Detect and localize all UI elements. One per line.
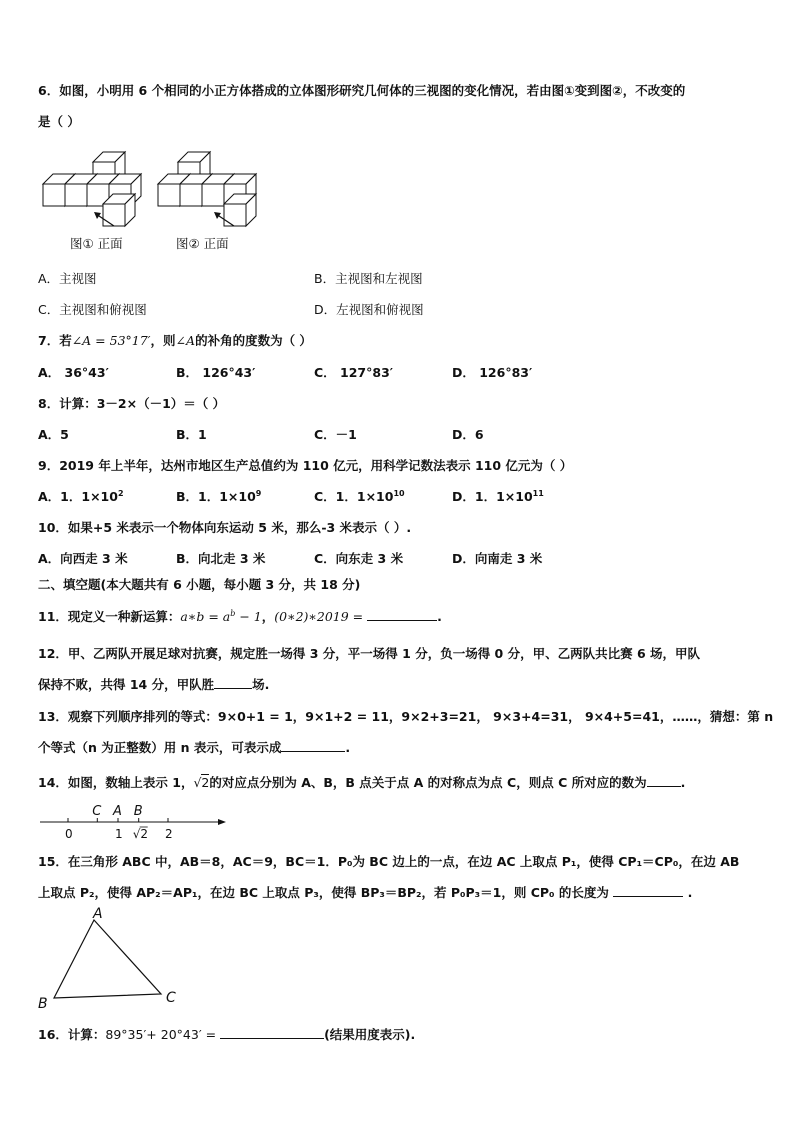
number-line-point-label-A: A	[113, 804, 122, 819]
q7-angle: ∠A	[175, 333, 196, 348]
section-2-heading: 二、填空题(本大题共有 6 小题，每小题 3 分，共 18 分)	[38, 577, 361, 592]
number-line-arrow	[218, 819, 226, 825]
q9-option-a: A．1．$1\times 10^2$	[38, 488, 124, 504]
q6-option-a: A．主视图	[38, 271, 97, 286]
q13-text-line1: 13．观察下列顺序排列的等式：9×0+1 = 1，9×1+2 = 11，9×2+3=21， 9×3+4=31， 9×4+5=41，……，猜想：第 n	[38, 709, 774, 724]
q11-expr: (0∗2)∗2019 =	[274, 609, 368, 624]
number-line	[38, 800, 238, 842]
q7-mid: ，则	[150, 333, 176, 348]
number-line-tick-label-2: 2	[165, 827, 173, 841]
q11-text	[38, 608, 442, 626]
q11-pre: 11．现定义一种新运算：	[38, 609, 181, 624]
q7-option-a: A． 36°43′	[38, 365, 109, 380]
q7-pre: 7．若	[38, 333, 72, 348]
q10-text: 10．如果+5 米表示一个物体向东运动 5 米，那么-3 米表示（ ）.	[38, 520, 412, 535]
figure-2-label: 图② 正面	[176, 236, 229, 251]
q15-text-line2: 上取点 P₂，使得 AP₂＝AP₁，在边 BC 上取点 P₃，使得 BP₃＝BP₂，若 P₀P₃＝1，则 CP₀ 的长度为 .	[38, 885, 693, 900]
q6-text-line2: 是（ ）	[38, 114, 80, 129]
number-line-point-label-B: B	[133, 804, 143, 819]
number-line-tick-label-1: 1	[115, 827, 123, 841]
q8-option-b: B．1	[176, 427, 207, 442]
q15-text-line1: 15．在三角形 ABC 中，AB＝8，AC＝9，BC＝1．P₀为 BC 边上的一点，在边 AC 上取点 P₁，使得 CP₁＝CP₀，在边 AB	[38, 854, 740, 869]
q6-option-d: D．左视图和俯视图	[314, 302, 424, 317]
q6-option-b: B．主视图和左视图	[314, 271, 423, 286]
q14-sqrt: √2	[193, 775, 210, 790]
q12-text-line2: 保持不败，共得 14 分，甲队胜 场.	[38, 677, 270, 692]
vertex-label-a: A	[93, 906, 103, 922]
figure-1-label: 图① 正面	[70, 236, 123, 251]
triangle-abc	[54, 920, 161, 998]
number-line-tick-label-0: 0	[65, 827, 73, 841]
q11-sep: ，	[261, 609, 275, 624]
q6-option-c: C．主视图和俯视图	[38, 302, 147, 317]
q12-text-line1: 12．甲、乙两队开展足球对抗赛，规定胜一场得 3 分，平一场得 1 分，负一场得 0 分，甲、乙两队共比赛 6 场，甲队	[38, 646, 701, 661]
number-line-point-label-C: C	[92, 804, 102, 819]
q16-expr: 89°35′+ 20°43′ =	[105, 1027, 217, 1042]
q9-text: 9．2019 年上半年，达州市地区生产总值约为 110 亿元，用科学记数法表示 110 亿元为（ ）	[38, 458, 573, 473]
q8-option-c: C．－1	[314, 427, 357, 442]
q14-answer-blank[interactable]	[647, 774, 681, 787]
q9-option-b: B．1．$1\times 10^9$	[176, 488, 262, 504]
q9-option-d: D．1．$1\times 10^{11}$	[452, 488, 544, 504]
q10-option-c: C．向东走 3 米	[314, 551, 404, 566]
q16-text: 16．计算：89°35′+ 20°43′ = (结果用度表示).	[38, 1027, 416, 1042]
q11-definition: a∗b = $a^b - 1$	[180, 608, 262, 624]
q7-option-b: B． 126°43′	[176, 365, 256, 380]
q16-answer-blank[interactable]	[220, 1026, 324, 1039]
q15-triangle-figure	[34, 904, 194, 1014]
q11-end: .	[437, 609, 442, 624]
q13-text-line2: 个等式（n 为正整数）用 n 表示，可表示成 .	[38, 740, 351, 755]
q14-text: 14．如图，数轴上表示 1，√2的对应点分别为 A、B，B 点关于点 A 的对称点为点 C，则点 C 所对应的数为 .	[38, 775, 686, 790]
q7-option-d: D． 126°83′	[452, 365, 533, 380]
figure-2-cubes	[158, 152, 256, 226]
q6-figure	[38, 140, 298, 260]
vertex-label-c: C	[166, 990, 176, 1006]
q8-option-d: D．6	[452, 427, 484, 442]
q15-answer-blank[interactable]	[613, 884, 683, 897]
q7-text	[38, 332, 312, 350]
q10-option-a: A．向西走 3 米	[38, 551, 128, 566]
q10-option-d: D．向南走 3 米	[452, 551, 543, 566]
q7-option-c: C． 127°83′	[314, 365, 394, 380]
q10-option-b: B．向北走 3 米	[176, 551, 266, 566]
figure-1-cubes	[43, 152, 141, 226]
q8-option-a: A．5	[38, 427, 69, 442]
q8-text: 8．计算：3－2×（－1）＝（ ）	[38, 396, 226, 411]
q7-expr: ∠A = 53°17′	[71, 333, 151, 348]
q7-post: 的补角的度数为（ ）	[195, 333, 312, 348]
vertex-label-b: B	[38, 996, 48, 1012]
q6-text-line1: 6．如图，小明用 6 个相同的小正方体搭成的立体图形研究几何体的三视图的变化情况，若由图①变到图②，不改变的	[38, 83, 686, 98]
q11-answer-blank[interactable]	[367, 608, 437, 621]
number-line-sqrt-label: √2	[132, 827, 148, 841]
q9-option-c: C．1．$1\times 10^{10}$	[314, 488, 405, 504]
q13-answer-blank[interactable]	[281, 739, 345, 752]
q12-answer-blank[interactable]	[214, 676, 252, 689]
